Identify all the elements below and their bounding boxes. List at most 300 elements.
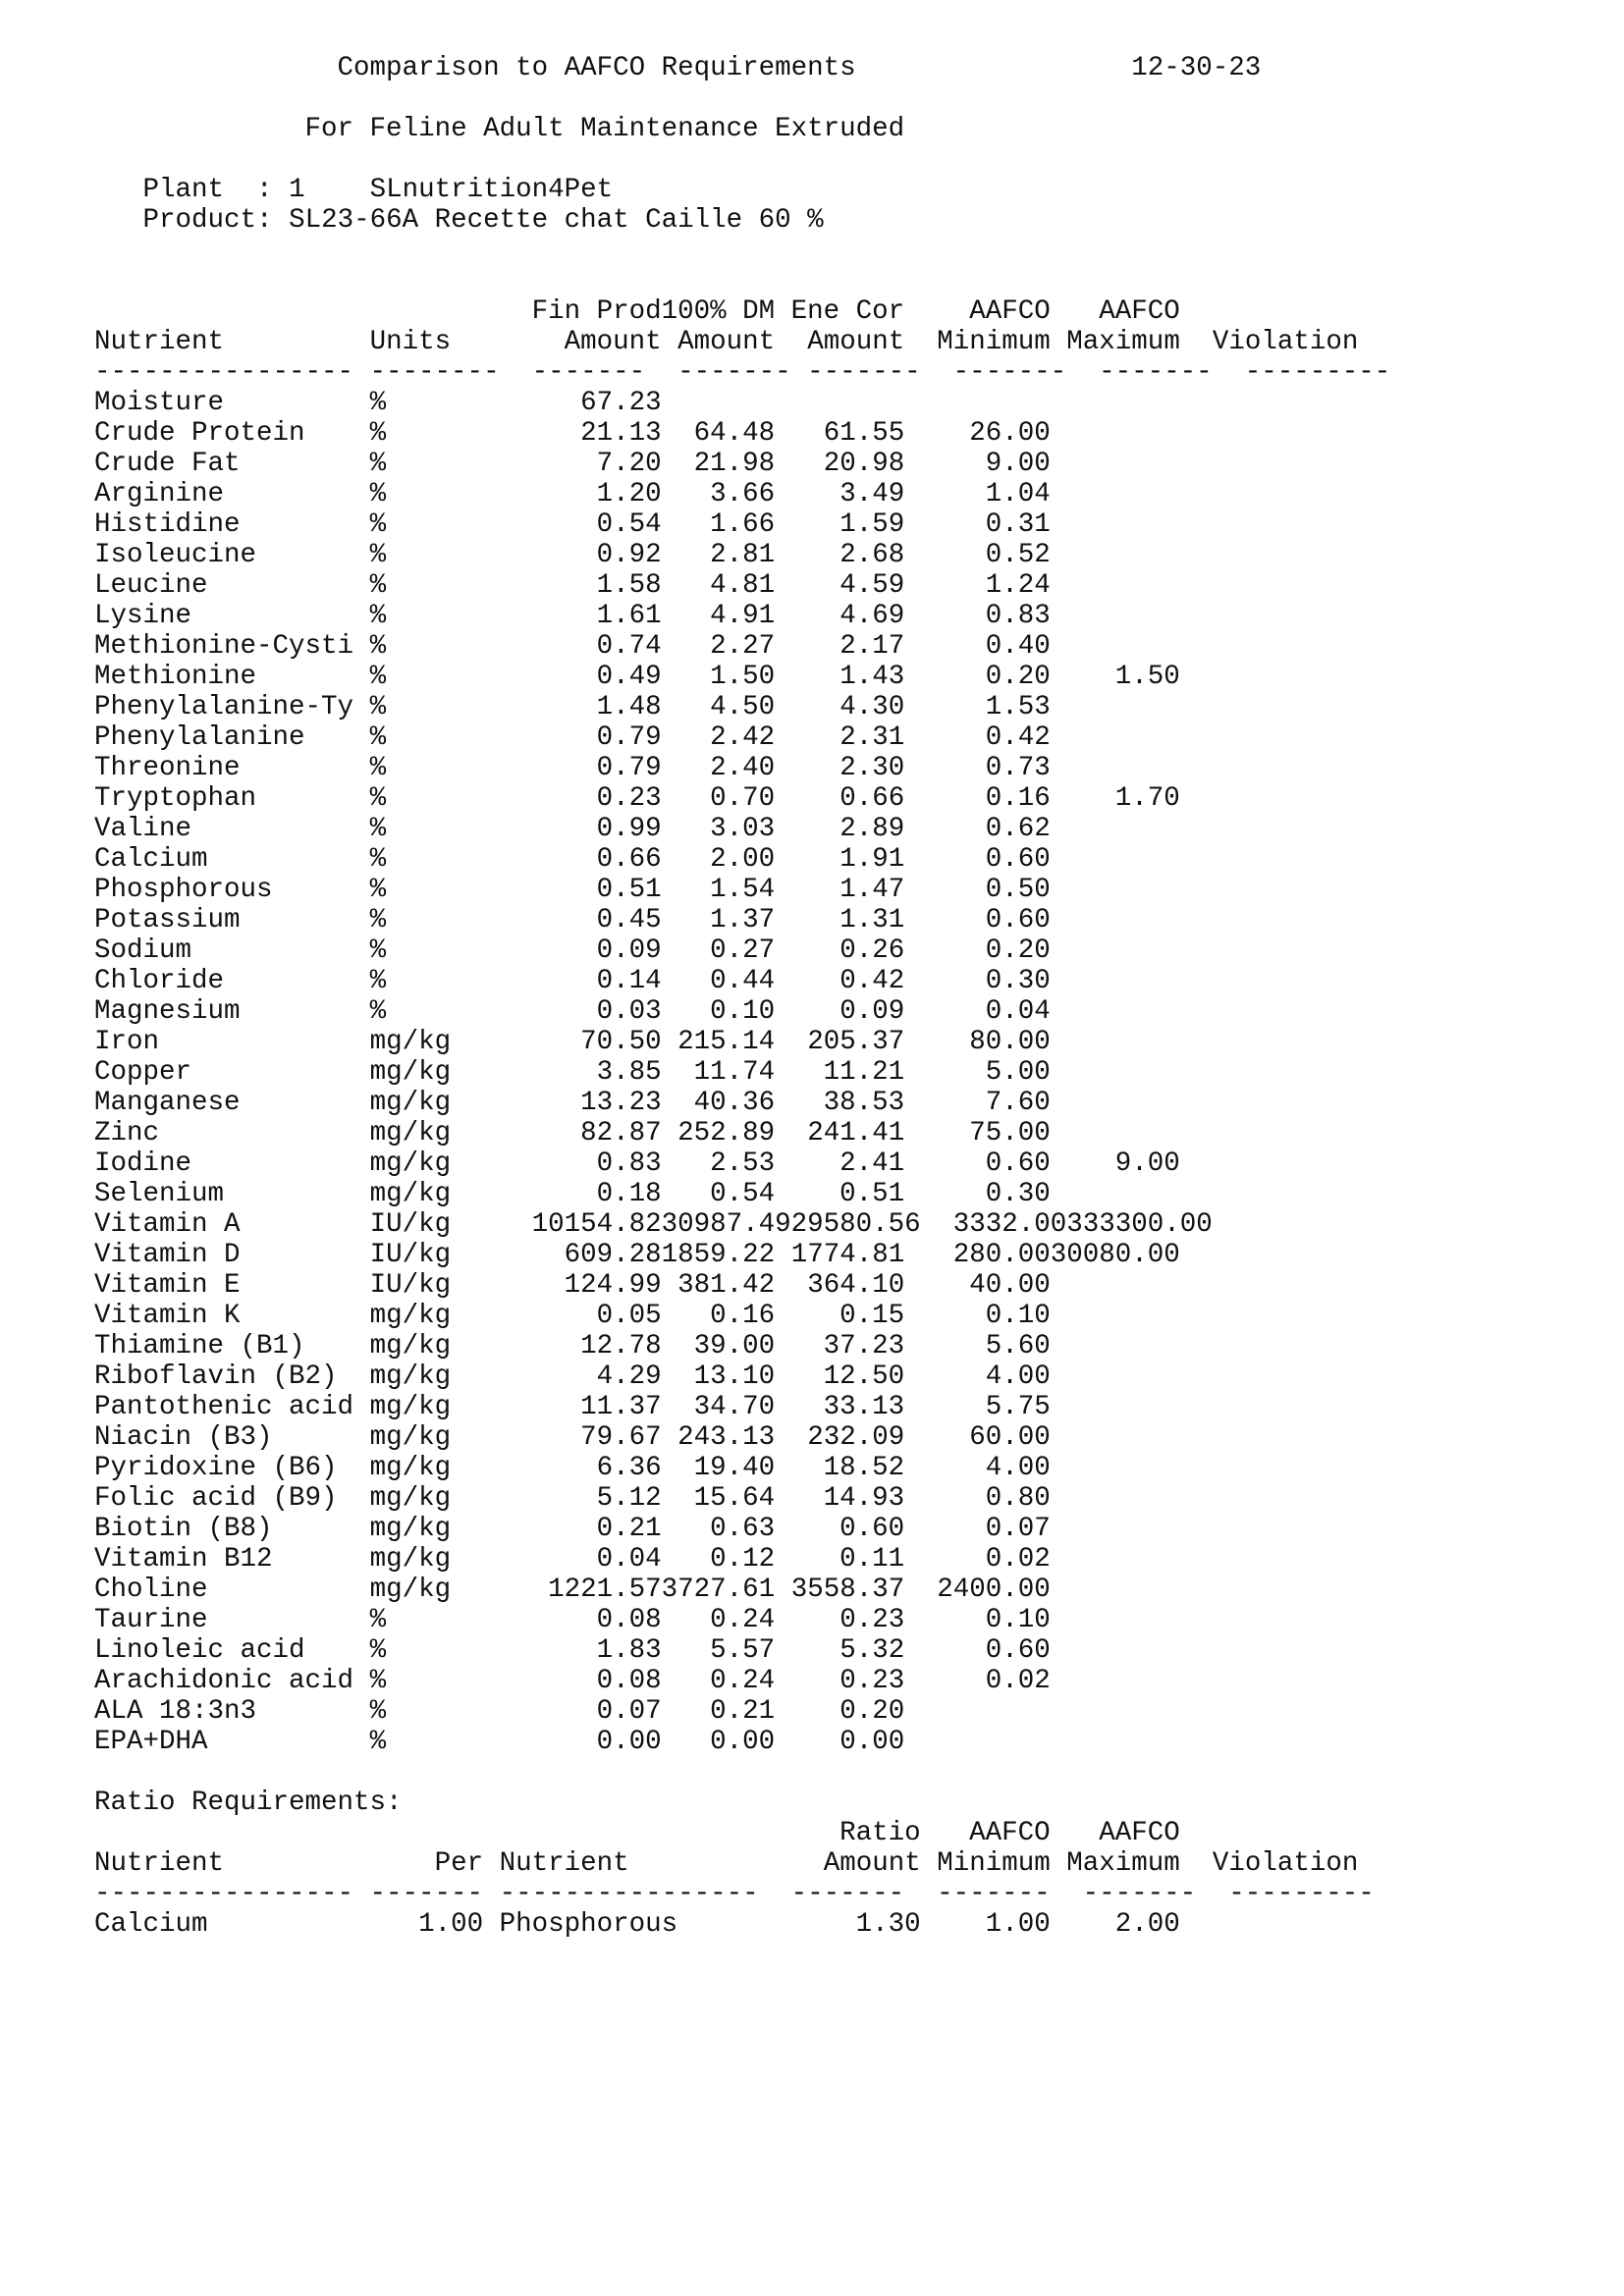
ene-cor-cell: 0.66: [839, 783, 905, 814]
ene-cor-cell: 1.31: [839, 905, 905, 935]
units-cell: %: [369, 814, 387, 844]
fin-prod-cell: 0.09: [596, 935, 662, 966]
ene-cor-cell: 37.23: [823, 1331, 905, 1362]
dm-cell: 4.81: [710, 570, 776, 601]
aafco-min-cell: 1.24: [985, 570, 1051, 601]
dm-cell: Amount: [677, 327, 776, 357]
fin-prod-cell: 0.21: [596, 1514, 662, 1544]
aafco-min-cell: 80.00: [969, 1027, 1051, 1057]
aafco-min-cell: 0.02: [985, 1666, 1051, 1696]
fin-prod-cell: 0.08: [596, 1666, 662, 1696]
fin-prod-cell: 4.29: [596, 1362, 662, 1392]
table-row: [94, 905, 1390, 935]
dm-cell: 0.24: [710, 1605, 776, 1635]
ene-cor-cell: 0.23: [839, 1605, 905, 1635]
fin-prod-cell: 0.66: [596, 844, 662, 875]
nutrient-cell: Moisture: [94, 388, 225, 418]
fin-prod-cell: 1221.57: [548, 1575, 662, 1605]
dm-cell: 64.48: [693, 418, 776, 449]
nutrient-cell: Zinc: [94, 1118, 160, 1148]
fin-prod-cell: 1.48: [596, 692, 662, 722]
units-cell: %: [369, 631, 387, 662]
ene-cor-cell: 0.60: [839, 1514, 905, 1544]
fin-prod-cell: 13.23: [580, 1088, 662, 1118]
ratio-nutrient2-cell: Phosphorous: [499, 1909, 678, 1940]
aafco-min-cell: 0.20: [985, 935, 1051, 966]
aafco-min-cell: 0.31: [985, 509, 1051, 540]
dm-cell: 39.00: [693, 1331, 776, 1362]
ene-cor-cell: 38.53: [823, 1088, 905, 1118]
units-cell: %: [369, 540, 387, 570]
ene-cor-cell: 205.37: [807, 1027, 905, 1057]
nutrient-cell: Isoleucine: [94, 540, 257, 570]
aafco-min-cell: 0.62: [985, 814, 1051, 844]
fin-prod-cell: 70.50: [580, 1027, 662, 1057]
units-cell: %: [369, 996, 387, 1027]
ratio-section-title: Ratio Requirements:: [94, 1788, 403, 1818]
company-name: SLnutrition4Pet: [369, 175, 614, 205]
dm-cell: 0.54: [710, 1179, 776, 1209]
ratio-title-line: [94, 1788, 1390, 1818]
ratio-min-cell: Minimum: [937, 1848, 1051, 1879]
report-text: [94, 53, 1390, 1940]
aafco-min-cell: 0.60: [985, 1148, 1051, 1179]
fin-prod-cell: 0.79: [596, 722, 662, 753]
table-row: [94, 662, 1390, 692]
units-cell: %: [369, 875, 387, 905]
ene-cor-cell: 0.20: [839, 1696, 905, 1727]
table-row: [94, 1148, 1390, 1179]
units-cell: %: [369, 601, 387, 631]
units-cell: %: [369, 753, 387, 783]
aafco-min-cell: 1.04: [985, 479, 1051, 509]
fin-prod-cell: 0.05: [596, 1301, 662, 1331]
aafco-min-cell: 3332.00: [952, 1209, 1067, 1240]
aafco-min-cell: 0.04: [985, 996, 1051, 1027]
ratio-amount-cell: 1.30: [855, 1909, 921, 1940]
units-cell: %: [369, 1666, 387, 1696]
fin-prod-cell: 10154.82: [531, 1209, 662, 1240]
ene-cor-cell: 1774.81: [790, 1240, 905, 1270]
units-cell: %: [369, 418, 387, 449]
nutrient-cell: Iodine: [94, 1148, 192, 1179]
table-row: [94, 1209, 1390, 1240]
aafco-min-cell: 0.42: [985, 722, 1051, 753]
table-row: [94, 753, 1390, 783]
fin-prod-cell: 124.99: [564, 1270, 662, 1301]
aafco-min-cell: 7.60: [985, 1088, 1051, 1118]
fin-prod-cell: Fin Prod: [531, 296, 662, 327]
fin-prod-cell: 0.00: [596, 1727, 662, 1757]
table-row: [94, 1301, 1390, 1331]
units-cell: IU/kg: [369, 1270, 452, 1301]
aafco-min-cell: 9.00: [985, 449, 1051, 479]
table-row: [94, 509, 1390, 540]
aafco-min-cell: 0.07: [985, 1514, 1051, 1544]
aafco-min-cell: 75.00: [969, 1118, 1051, 1148]
aafco-min-cell: 0.40: [985, 631, 1051, 662]
ene-cor-cell: 2.68: [839, 540, 905, 570]
nutrient-cell: Taurine: [94, 1605, 208, 1635]
table-row: [94, 1088, 1390, 1118]
blank-line: [94, 83, 1390, 114]
table-row: [94, 388, 1390, 418]
dm-cell: 40.36: [693, 1088, 776, 1118]
aafco-min-cell: 1.53: [985, 692, 1051, 722]
ene-cor-cell: 0.09: [839, 996, 905, 1027]
nutrient-cell: Tryptophan: [94, 783, 257, 814]
report-title: Comparison to AAFCO Requirements: [337, 53, 856, 83]
aafco-min-cell: 0.60: [985, 1635, 1051, 1666]
fin-prod-cell: 609.28: [564, 1240, 662, 1270]
dm-cell: 4.50: [710, 692, 776, 722]
table-header-line: [94, 296, 1390, 327]
fin-prod-cell: 1.83: [596, 1635, 662, 1666]
product-line: [94, 205, 1390, 236]
fin-prod-cell: 1.20: [596, 479, 662, 509]
nutrient-cell: Vitamin E: [94, 1270, 241, 1301]
dm-cell: 243.13: [677, 1422, 776, 1453]
fin-prod-cell: Amount: [564, 327, 662, 357]
nutrient-cell: Vitamin K: [94, 1301, 241, 1331]
units-cell: %: [369, 388, 387, 418]
dm-cell: 0.70: [710, 783, 776, 814]
table-row: [94, 1240, 1390, 1270]
fin-prod-cell: 0.51: [596, 875, 662, 905]
ratio-amount-cell: Amount: [823, 1848, 921, 1879]
nutrient-cell: Manganese: [94, 1088, 241, 1118]
aafco-max-cell: 9.00: [1114, 1148, 1180, 1179]
units-cell: mg/kg: [369, 1148, 452, 1179]
units-cell: %: [369, 935, 387, 966]
dm-cell: 2.27: [710, 631, 776, 662]
ene-cor-cell: 4.69: [839, 601, 905, 631]
fin-prod-cell: 0.23: [596, 783, 662, 814]
dm-cell: 2.53: [710, 1148, 776, 1179]
aafco-min-cell: 0.02: [985, 1544, 1051, 1575]
ene-cor-cell: 11.21: [823, 1057, 905, 1088]
fin-prod-cell: 0.79: [596, 753, 662, 783]
nutrient-cell: Pantothenic acid: [94, 1392, 354, 1422]
dm-cell: 3.03: [710, 814, 776, 844]
aafco-min-cell: 280.00: [952, 1240, 1051, 1270]
ene-cor-cell: 12.50: [823, 1362, 905, 1392]
ratio-amount-cell: Ratio: [839, 1818, 921, 1848]
dm-cell: 3.66: [710, 479, 776, 509]
table-row: [94, 966, 1390, 996]
fin-prod-cell: 79.67: [580, 1422, 662, 1453]
ene-cor-cell: 3.49: [839, 479, 905, 509]
table-row: [94, 1575, 1390, 1605]
fin-prod-cell: 7.20: [596, 449, 662, 479]
title-line: [94, 53, 1390, 83]
aafco-min-cell: 0.83: [985, 601, 1051, 631]
ratio-min-cell: AAFCO: [969, 1818, 1051, 1848]
aafco-min-cell: 0.30: [985, 966, 1051, 996]
aafco-min-cell: 4.00: [985, 1362, 1051, 1392]
units-cell: mg/kg: [369, 1179, 452, 1209]
ene-cor-cell: 1.91: [839, 844, 905, 875]
aafco-max-cell: AAFCO: [1099, 296, 1180, 327]
fin-prod-cell: 12.78: [580, 1331, 662, 1362]
table-row: [94, 875, 1390, 905]
nutrient-cell: Vitamin A: [94, 1209, 241, 1240]
table-row: [94, 1027, 1390, 1057]
nutrient-cell: EPA+DHA: [94, 1727, 208, 1757]
fin-prod-cell: 0.45: [596, 905, 662, 935]
table-row: [94, 1057, 1390, 1088]
aafco-min-cell: 0.80: [985, 1483, 1051, 1514]
nutrient-cell: Valine: [94, 814, 192, 844]
aafco-max-cell: 1.70: [1114, 783, 1180, 814]
nutrient-cell: Arginine: [94, 479, 225, 509]
table-row: [94, 1179, 1390, 1209]
table-separator: ---------------- -------- ------- ------- ------- ------- ------- ---------: [94, 357, 1391, 388]
table-row: [94, 1422, 1390, 1453]
units-cell: mg/kg: [369, 1331, 452, 1362]
dm-cell: 215.14: [677, 1027, 776, 1057]
ratio-min-cell: 1.00: [985, 1909, 1051, 1940]
ene-cor-cell: 0.42: [839, 966, 905, 996]
dm-cell: 15.64: [693, 1483, 776, 1514]
ratio-nutrient-cell: Calcium: [94, 1909, 208, 1940]
ratio-per-cell: 1.00: [418, 1909, 484, 1940]
ene-cor-cell: 1.47: [839, 875, 905, 905]
table-row: [94, 418, 1390, 449]
aafco-min-cell: 0.60: [985, 905, 1051, 935]
aafco-min-cell: 40.00: [969, 1270, 1051, 1301]
ene-cor-cell: 1.43: [839, 662, 905, 692]
ene-cor-cell: 2.31: [839, 722, 905, 753]
units-cell: IU/kg: [369, 1209, 452, 1240]
ene-cor-cell: 0.00: [839, 1727, 905, 1757]
table-header-line: [94, 327, 1390, 357]
ratio-separator: ---------------- ------- ---------------- ------- ------- ------- ---------: [94, 1879, 1375, 1909]
dm-cell: 252.89: [677, 1118, 776, 1148]
ene-cor-cell: 33.13: [823, 1392, 905, 1422]
aafco-min-cell: 2400.00: [937, 1575, 1051, 1605]
table-row: [94, 1514, 1390, 1544]
ene-cor-cell: 18.52: [823, 1453, 905, 1483]
nutrient-cell: Histidine: [94, 509, 241, 540]
ratio-header-line: [94, 1848, 1390, 1879]
fin-prod-cell: 3.85: [596, 1057, 662, 1088]
violation-cell: Violation: [1212, 327, 1359, 357]
ratio-max-cell: Maximum: [1066, 1848, 1180, 1879]
fin-prod-cell: 0.83: [596, 1148, 662, 1179]
aafco-max-cell: Maximum: [1066, 327, 1180, 357]
ene-cor-cell: 364.10: [807, 1270, 905, 1301]
ene-cor-cell: 2.41: [839, 1148, 905, 1179]
aafco-min-cell: 0.20: [985, 662, 1051, 692]
table-row: [94, 479, 1390, 509]
units-cell: %: [369, 570, 387, 601]
nutrient-cell: Phenylalanine: [94, 722, 305, 753]
table-row: [94, 996, 1390, 1027]
units-cell: mg/kg: [369, 1453, 452, 1483]
aafco-min-cell: 0.73: [985, 753, 1051, 783]
units-cell: Units: [369, 327, 452, 357]
ene-cor-cell: 2.89: [839, 814, 905, 844]
nutrient-cell: Selenium: [94, 1179, 225, 1209]
blank-line: [94, 236, 1390, 266]
table-row: [94, 1666, 1390, 1696]
subtitle-line: [94, 114, 1390, 144]
nutrient-cell: Methionine: [94, 662, 257, 692]
dm-cell: 0.63: [710, 1514, 776, 1544]
units-cell: %: [369, 1696, 387, 1727]
nutrient-cell: ALA 18:3n3: [94, 1696, 257, 1727]
aafco-min-cell: 5.60: [985, 1331, 1051, 1362]
dm-cell: 3727.61: [661, 1575, 776, 1605]
ratio-violation-cell: Violation: [1212, 1848, 1359, 1879]
units-cell: mg/kg: [369, 1118, 452, 1148]
dm-cell: 0.10: [710, 996, 776, 1027]
blank-line: [94, 266, 1390, 296]
ene-cor-cell: 4.30: [839, 692, 905, 722]
nutrient-cell: Vitamin B12: [94, 1544, 273, 1575]
fin-prod-cell: 0.14: [596, 966, 662, 996]
ene-cor-cell: 0.15: [839, 1301, 905, 1331]
units-cell: %: [369, 1727, 387, 1757]
blank-line: [94, 1757, 1390, 1788]
units-cell: mg/kg: [369, 1027, 452, 1057]
fin-prod-cell: 11.37: [580, 1392, 662, 1422]
ene-cor-cell: 3558.37: [790, 1575, 905, 1605]
table-row: [94, 935, 1390, 966]
units-cell: %: [369, 1605, 387, 1635]
ene-cor-cell: 232.09: [807, 1422, 905, 1453]
nutrient-cell: Iron: [94, 1027, 160, 1057]
aafco-min-cell: 0.30: [985, 1179, 1051, 1209]
nutrient-cell: Biotin (B8): [94, 1514, 273, 1544]
fin-prod-cell: 0.07: [596, 1696, 662, 1727]
table-row: [94, 1362, 1390, 1392]
dm-cell: 100% DM: [661, 296, 776, 327]
dm-cell: 0.00: [710, 1727, 776, 1757]
units-cell: %: [369, 692, 387, 722]
table-row: [94, 1331, 1390, 1362]
dm-cell: 0.12: [710, 1544, 776, 1575]
nutrient-cell: Folic acid (B9): [94, 1483, 338, 1514]
plant-line: [94, 175, 1390, 205]
ene-cor-cell: 0.11: [839, 1544, 905, 1575]
units-cell: %: [369, 966, 387, 996]
nutrient-cell: Potassium: [94, 905, 241, 935]
plant-number: 1: [289, 175, 305, 205]
dm-cell: 19.40: [693, 1453, 776, 1483]
dm-cell: 2.40: [710, 753, 776, 783]
aafco-max-cell: 30080.00: [1050, 1240, 1180, 1270]
dm-cell: 30987.49: [661, 1209, 791, 1240]
nutrient-cell: Magnesium: [94, 996, 241, 1027]
ene-cor-cell: 2.17: [839, 631, 905, 662]
nutrient-cell: Crude Protein: [94, 418, 305, 449]
nutrient-cell: Crude Fat: [94, 449, 241, 479]
aafco-min-cell: 0.50: [985, 875, 1051, 905]
fin-prod-cell: 0.18: [596, 1179, 662, 1209]
units-cell: mg/kg: [369, 1575, 452, 1605]
table-row: [94, 570, 1390, 601]
ratio-nutrient2-cell: Nutrient: [499, 1848, 629, 1879]
dm-cell: 1859.22: [661, 1240, 776, 1270]
table-row: [94, 1392, 1390, 1422]
table-row: [94, 692, 1390, 722]
dm-cell: 0.21: [710, 1696, 776, 1727]
table-row: [94, 844, 1390, 875]
units-cell: IU/kg: [369, 1240, 452, 1270]
fin-prod-cell: 21.13: [580, 418, 662, 449]
table-row: [94, 1544, 1390, 1575]
fin-prod-cell: 1.61: [596, 601, 662, 631]
dm-cell: 0.27: [710, 935, 776, 966]
nutrient-cell: Threonine: [94, 753, 241, 783]
dm-cell: 2.00: [710, 844, 776, 875]
units-cell: %: [369, 662, 387, 692]
ene-cor-cell: 5.32: [839, 1635, 905, 1666]
ene-cor-cell: 241.41: [807, 1118, 905, 1148]
dm-cell: 11.74: [693, 1057, 776, 1088]
nutrient-cell: Thiamine (B1): [94, 1331, 305, 1362]
dm-cell: 1.37: [710, 905, 776, 935]
ene-cor-cell: 1.59: [839, 509, 905, 540]
ene-cor-cell: 0.23: [839, 1666, 905, 1696]
nutrient-cell: Nutrient: [94, 327, 225, 357]
table-row: [94, 783, 1390, 814]
aafco-min-cell: 0.10: [985, 1605, 1051, 1635]
ene-cor-cell: 0.51: [839, 1179, 905, 1209]
units-cell: mg/kg: [369, 1514, 452, 1544]
plant-label: Plant :: [142, 175, 273, 205]
units-cell: %: [369, 449, 387, 479]
ene-cor-cell: Amount: [807, 327, 905, 357]
ratio-per-cell: Per: [434, 1848, 484, 1879]
fin-prod-cell: 0.54: [596, 509, 662, 540]
fin-prod-cell: 0.92: [596, 540, 662, 570]
nutrient-cell: Riboflavin (B2): [94, 1362, 338, 1392]
nutrient-cell: Pyridoxine (B6): [94, 1453, 338, 1483]
units-cell: mg/kg: [369, 1422, 452, 1453]
ene-cor-cell: 20.98: [823, 449, 905, 479]
fin-prod-cell: 0.04: [596, 1544, 662, 1575]
ratio-row: [94, 1909, 1390, 1940]
product-name: SL23-66A Recette chat Caille 60 %: [289, 205, 824, 236]
report-date: 12-30-23: [1131, 53, 1262, 83]
aafco-min-cell: 5.75: [985, 1392, 1051, 1422]
ene-cor-cell: 4.59: [839, 570, 905, 601]
units-cell: mg/kg: [369, 1483, 452, 1514]
fin-prod-cell: 0.99: [596, 814, 662, 844]
nutrient-cell: Leucine: [94, 570, 208, 601]
table-row: [94, 1605, 1390, 1635]
dm-cell: 1.66: [710, 509, 776, 540]
fin-prod-cell: 0.74: [596, 631, 662, 662]
table-row: [94, 722, 1390, 753]
nutrient-cell: Lysine: [94, 601, 192, 631]
dm-cell: 2.81: [710, 540, 776, 570]
table-row: [94, 1270, 1390, 1301]
dm-cell: 4.91: [710, 601, 776, 631]
units-cell: mg/kg: [369, 1362, 452, 1392]
table-row: [94, 814, 1390, 844]
dm-cell: 1.54: [710, 875, 776, 905]
units-cell: %: [369, 722, 387, 753]
dm-cell: 0.24: [710, 1666, 776, 1696]
dm-cell: 5.57: [710, 1635, 776, 1666]
aafco-min-cell: 26.00: [969, 418, 1051, 449]
nutrient-cell: Calcium: [94, 844, 208, 875]
aafco-min-cell: 60.00: [969, 1422, 1051, 1453]
